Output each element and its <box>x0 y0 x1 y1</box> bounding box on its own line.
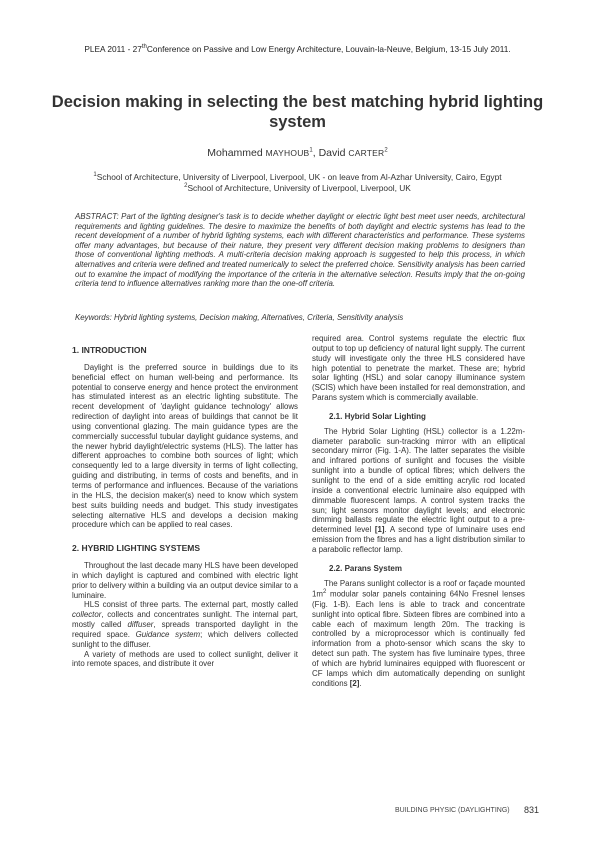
hsl-text-a: The Hybrid Solar Lighting (HSL) collector is a 1.22m-diameter parabolic sun-tracking mirror with an elliptical secondary mirror (Fig. 1-A). The latter separates the visible and infrared portions of sunlight and focuses the visible sunlight into a bundle of optical fibres; which delivers the sunlight to the end of a side emitting acrylic rod located inside a conventional electric luminaire also equipped with dimmable fluorescent lamps. A control system tracks the sun; light sensors monitor daylight levels; and electronic dimming ballasts regulate the electric light output to a pre-determined level <box>312 426 525 535</box>
affiliation-2-sup: 2 <box>184 183 188 190</box>
parans-text-c: . <box>359 678 362 688</box>
section-2-heading: 2. HYBRID LIGHTING SYSTEMS <box>72 543 200 554</box>
hsl-text-b: . A second type of luminaire uses end emission from the fibres and has a light distribution similar to a parabolic reflector lamp. <box>312 525 525 554</box>
section-2-2-paragraph <box>312 579 525 689</box>
section-1-paragraph: Daylight is the preferred source in buildings due to its beneficial effect on human well-being and performance. Its potential to conserve energy and hence protect the environment has stimulated interest as an electric lighting substitute. The recent development of 'daylight guidance technology' allows redirection of daylight into areas of buildings that cannot be lit using conventional glazing. The main guidance types are the commercially successful tubular daylight guidance systems, and the newer hybrid daylight/electric systems (HLS). The latter has different approaches to combine both sources of light; which consequently led to a large diversity in terms of light collecting, guiding and distributing, in terms of costs and benefits, and in terms of performance and influences. Because of the variations in the HLS, the decision maker(s) need to know which system best suits building needs and budget. This study investigates selecting alternative HLS and develops a decision making procedure which can be applied to real cases. <box>72 362 298 530</box>
page-number: 831 <box>524 805 540 815</box>
section-2-paragraph-2 <box>72 600 298 649</box>
parans-sup: 2 <box>322 589 327 596</box>
reference-2: [2] <box>349 678 360 688</box>
guidance-system-term: Guidance system <box>135 629 201 639</box>
keywords: Keywords: Hybrid lighting systems, Decision making, Alternatives, Criteria, Sensitivity analysis <box>75 313 404 322</box>
author2-first: , David <box>312 147 349 159</box>
abstract: ABSTRACT: Part of the lighting designer's task is to decide whether daylight or electric light best meet user needs, architectural requirements and lighting guidelines. The desire to maximize the benefits of both daylight and electric systems has lead to the recent development of a number of hybrid lighting systems, each with different characteristics and performance. These systems offer many advantages, but because of their nature, they present very different decision making problems to designers than those of conventional lighting methods. A multi-criteria decision making approach is suggested to help this process, in which alternatives and criteria were defined and treated numerically to select the preferred choice. Sensitivity analysis has been carried out to examine the impact of modifying the importance of the criteria in the alternative selection. Results imply that the on-going criteria tend to influence alternatives ranking more than the one-off criteria. <box>75 212 525 289</box>
header-sup: th <box>141 44 147 51</box>
author1-first: Mohammed <box>207 147 266 159</box>
left-column <box>72 346 298 669</box>
section-2-continuation: required area. Control systems regulate the electric flux output to top up deficiency of natural light supply. The current study will investigate only the three HLS considered have high potential to penetrate the market. These are; hybrid solar lighting (HSL) and solar canopy illuminance system (SCIS) which have been installed for real demonstration, and Parans system which is commercially available. <box>312 334 525 403</box>
section-2-paragraph-3: A variety of methods are used to collect sunlight, deliver it into remote spaces, and distribute it over <box>72 649 298 669</box>
section-2-2-heading: 2.2. Parans System <box>329 563 402 573</box>
affiliation-1-text: School of Architecture, University of Liverpool, Liverpool, UK - on leave from Al-Azhar University, Cairo, Egypt <box>96 172 502 182</box>
parans-text-a: The Parans sunlight collector is a roof or façade mounted 1m <box>312 578 525 600</box>
affiliation-2 <box>0 183 595 193</box>
affiliation-1 <box>0 172 595 182</box>
reference-1: [1] <box>374 525 385 535</box>
affiliation-1-sup: 1 <box>93 172 97 179</box>
section-1-heading: 1. INTRODUCTION <box>72 345 147 355</box>
author1-last: MAYHOUB <box>265 148 310 158</box>
p2-part-d: ; which delivers collected sunlight to the diffuser. <box>72 629 298 649</box>
section-2-1-paragraph <box>312 427 525 555</box>
author2-last: CARTER <box>348 148 385 158</box>
diffuser-term: diffuser <box>127 620 154 630</box>
right-column <box>312 334 525 688</box>
header-text-pre: PLEA 2011 - 27 <box>84 44 142 54</box>
p2-part-a: HLS consist of three parts. The external part, mostly called <box>84 600 298 610</box>
section-2-paragraph-1: Throughout the last decade many HLS have been developed in which daylight is captured and combined with electric light prior to delivery within a building via an output device similar to a luminaire. <box>72 561 298 600</box>
affiliation-2-text: School of Architecture, University of Liverpool, Liverpool, UK <box>187 183 411 193</box>
author-line <box>0 147 595 159</box>
paper-title: Decision making in selecting the best matching hybrid lighting system <box>51 93 544 131</box>
p2-part-c: , spreads transported daylight in the required space. <box>72 620 298 639</box>
section-2-1-heading: 2.1. Hybrid Solar Lighting <box>329 411 426 421</box>
parans-text-b: modular solar panels containing 64No Fresnel lenses (Fig. 1-B). Each lens is able to track and concentrate sunlight into optical fibre. Sixteen fibres are combined into a cable each of maximum length 20m. The tracking is controlled by a microprocessor which is continually fed information from a photo-sensor which scans the sky to detect sun path. The system has five luminaire types, three of which are hybrid luminaires equipped with fluorescent or CF lamps which dim automatically depending on sunlight conditions <box>312 590 525 688</box>
footer-label: BUILDING PHYSIC (DAYLIGHTING) <box>395 807 510 814</box>
running-header <box>0 44 595 54</box>
p2-part-b: , collects and concentrates sunlight. The internal part, mostly called <box>72 610 298 630</box>
collector-term: collector <box>72 610 102 620</box>
author2-sup: 2 <box>384 147 388 154</box>
author1-sup: 1 <box>309 147 313 154</box>
header-text-post: Conference on Passive and Low Energy Architecture, Louvain-la-Neuve, Belgium, 13-15 July 2011. <box>146 44 511 54</box>
